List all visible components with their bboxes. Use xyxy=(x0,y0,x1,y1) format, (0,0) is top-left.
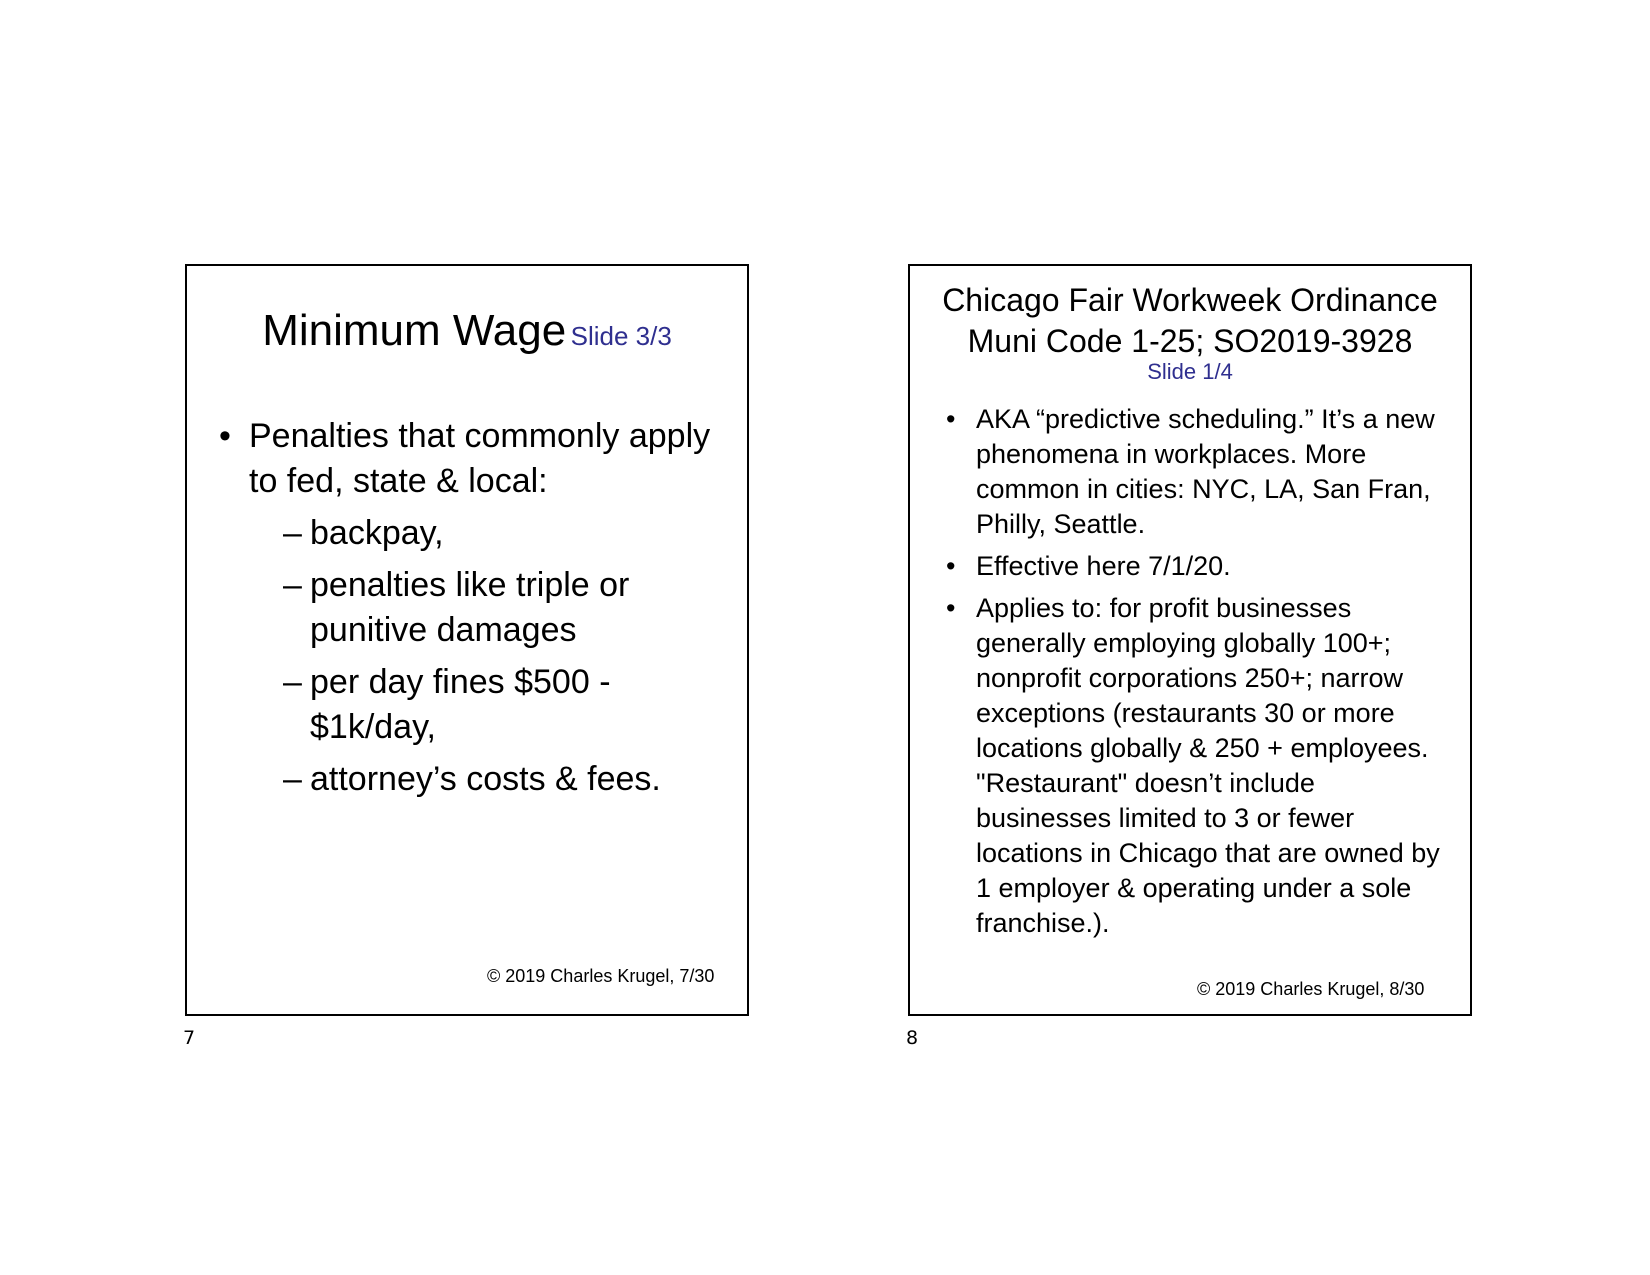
sub-bullet-item xyxy=(219,757,719,802)
bullet-text: Effective here 7/1/20. xyxy=(976,551,1231,581)
sub-bullet-text: per day fines $500 - $1k/day, xyxy=(310,663,611,746)
bullet-text: Penalties that commonly apply to fed, state & local: xyxy=(249,417,711,500)
page-number: 7 xyxy=(183,1027,196,1049)
sub-bullet-item xyxy=(219,563,719,653)
bullet-item xyxy=(946,402,1456,542)
bullet-icon: • xyxy=(219,417,231,455)
bullet-icon: • xyxy=(946,551,956,581)
bullet-item xyxy=(946,549,1456,584)
slide-title-line: Muni Code 1-25; SO2019-3928 xyxy=(967,323,1413,359)
slide-title-line: Chicago Fair Workweek Ordinance xyxy=(942,282,1438,318)
slide-7 xyxy=(185,264,749,1016)
bullet-text: Applies to: for profit businesses generally employing globally 100+; nonprofit corporations 250+; narrow exceptions (restaurants 30 or more locations globally & 250 + employees. "Restaurant" doesn’t include businesses limited to 3 or fewer locations in Chicago that are owned by 1 employer & operating under a sole franchise.). xyxy=(976,593,1440,938)
slide-body xyxy=(219,414,719,802)
bullet-text: AKA “predictive scheduling.” It’s a new phenomena in workplaces. More common in cities: NYC, LA, San Fran, Philly, Seattle. xyxy=(976,404,1435,539)
slide-body xyxy=(946,402,1456,948)
sub-bullet-text: attorney’s costs & fees. xyxy=(310,760,661,798)
slide-footer: © 2019 Charles Krugel, 7/30 xyxy=(487,966,715,986)
slide-footer: © 2019 Charles Krugel, 8/30 xyxy=(1197,979,1425,999)
slide-title xyxy=(910,280,1470,362)
slide-title xyxy=(187,306,747,356)
bullet-icon: • xyxy=(946,593,956,623)
dash-icon: – xyxy=(283,514,302,552)
sub-bullet-item xyxy=(219,660,719,750)
slide-8 xyxy=(908,264,1472,1016)
slide-number-tag: Slide 3/3 xyxy=(570,321,672,351)
sub-bullet-text: penalties like triple or punitive damages xyxy=(310,566,630,649)
dash-icon: – xyxy=(283,760,302,798)
page-number: 8 xyxy=(906,1027,919,1049)
bullet-item xyxy=(946,591,1456,941)
bullet-icon: • xyxy=(946,404,956,434)
bullet-item xyxy=(219,414,719,504)
dash-icon: – xyxy=(283,663,302,701)
slide-title-text: Minimum Wage xyxy=(262,306,567,355)
sub-bullet-text: backpay, xyxy=(310,514,444,552)
dash-icon: – xyxy=(283,566,302,604)
sub-bullet-item xyxy=(219,511,719,556)
slide-number-tag: Slide 1/4 xyxy=(1147,359,1233,384)
